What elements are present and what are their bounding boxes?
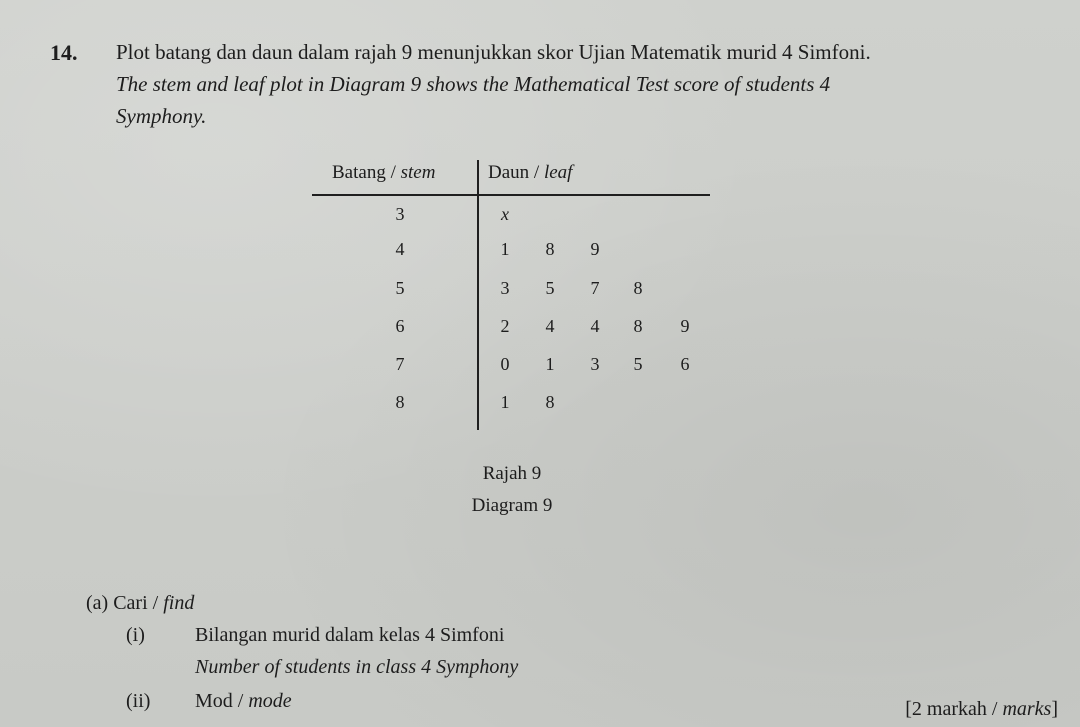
leaf-value: 8 [633, 278, 643, 298]
subpart-i-malay: Bilangan murid dalam kelas 4 Simfoni [195, 624, 505, 646]
leaf-header-malay: Daun / [488, 162, 544, 183]
subpart-i-english: Number of students in class 4 Symphony [195, 656, 519, 678]
leaf-value: 4 [545, 316, 555, 336]
diagram-caption-english: Diagram 9 [471, 495, 553, 516]
leaf-value: 3 [590, 354, 600, 374]
plot-row-7 [312, 354, 710, 382]
plot-row-3 [312, 204, 710, 232]
leaf-header-english: leaf [543, 162, 573, 183]
leaf-value: 8 [545, 239, 555, 259]
leaf-value: 8 [633, 316, 643, 336]
leaf-value: 1 [500, 239, 510, 259]
part-a-heading [86, 592, 194, 615]
leaf-value: 1 [500, 392, 510, 412]
question-text-english-continued: Symphony. [116, 104, 207, 128]
diagram-caption-malay: Rajah 9 [482, 463, 542, 484]
subpart-ii-heading [195, 690, 292, 713]
subpart-i-label: (i) [126, 624, 145, 646]
marks-english: marks [1002, 698, 1052, 720]
leaf-value: 3 [500, 278, 510, 298]
stem-value: 6 [395, 316, 405, 336]
header-divider-line [312, 194, 710, 196]
plot-row-8 [312, 392, 710, 420]
stem-header-english: stem [400, 162, 436, 183]
stem-header-malay: Batang / [332, 162, 401, 183]
part-a-english: find [163, 592, 195, 614]
stem-leaf-plot [312, 154, 712, 430]
stem-value: 3 [395, 204, 405, 224]
plot-row-6 [312, 316, 710, 344]
leaf-value: 0 [500, 354, 510, 374]
leaf-value: 9 [680, 316, 690, 336]
leaf-value: 6 [680, 354, 690, 374]
stem-column-header [332, 162, 435, 184]
leaf-value: x [501, 204, 509, 224]
leaf-value: 7 [590, 278, 600, 298]
stem-value: 4 [395, 239, 405, 259]
part-a-malay: Cari / [113, 592, 164, 614]
leaf-value: 2 [500, 316, 510, 336]
leaf-value: 5 [545, 278, 555, 298]
subpart-ii-label: (ii) [126, 690, 151, 712]
question-text-malay: Plot batang dan daun dalam rajah 9 menunjukkan skor Ujian Matematik murid 4 Simfoni. [116, 40, 871, 64]
marks-close: ] [1051, 698, 1058, 720]
part-a-label: (a) [86, 592, 109, 614]
stem-value: 5 [395, 278, 405, 298]
leaf-value: 5 [633, 354, 643, 374]
question-text-english: The stem and leaf plot in Diagram 9 shows the Mathematical Test score of students 4 [116, 72, 831, 96]
stem-value: 7 [395, 354, 405, 374]
question-number: 14. [50, 40, 78, 65]
leaf-column-header [488, 162, 572, 184]
leaf-value: 9 [590, 239, 600, 259]
stem-value: 8 [395, 392, 405, 412]
subpart-ii-english: mode [248, 690, 292, 712]
plot-row-4 [312, 239, 710, 267]
leaf-value: 4 [590, 316, 600, 336]
marks-label [905, 698, 1058, 721]
leaf-value: 1 [545, 354, 555, 374]
subpart-ii-malay: Mod / [195, 690, 249, 712]
leaf-value: 8 [545, 392, 555, 412]
marks-malay: [2 markah / [905, 698, 1003, 720]
plot-row-5 [312, 278, 710, 306]
